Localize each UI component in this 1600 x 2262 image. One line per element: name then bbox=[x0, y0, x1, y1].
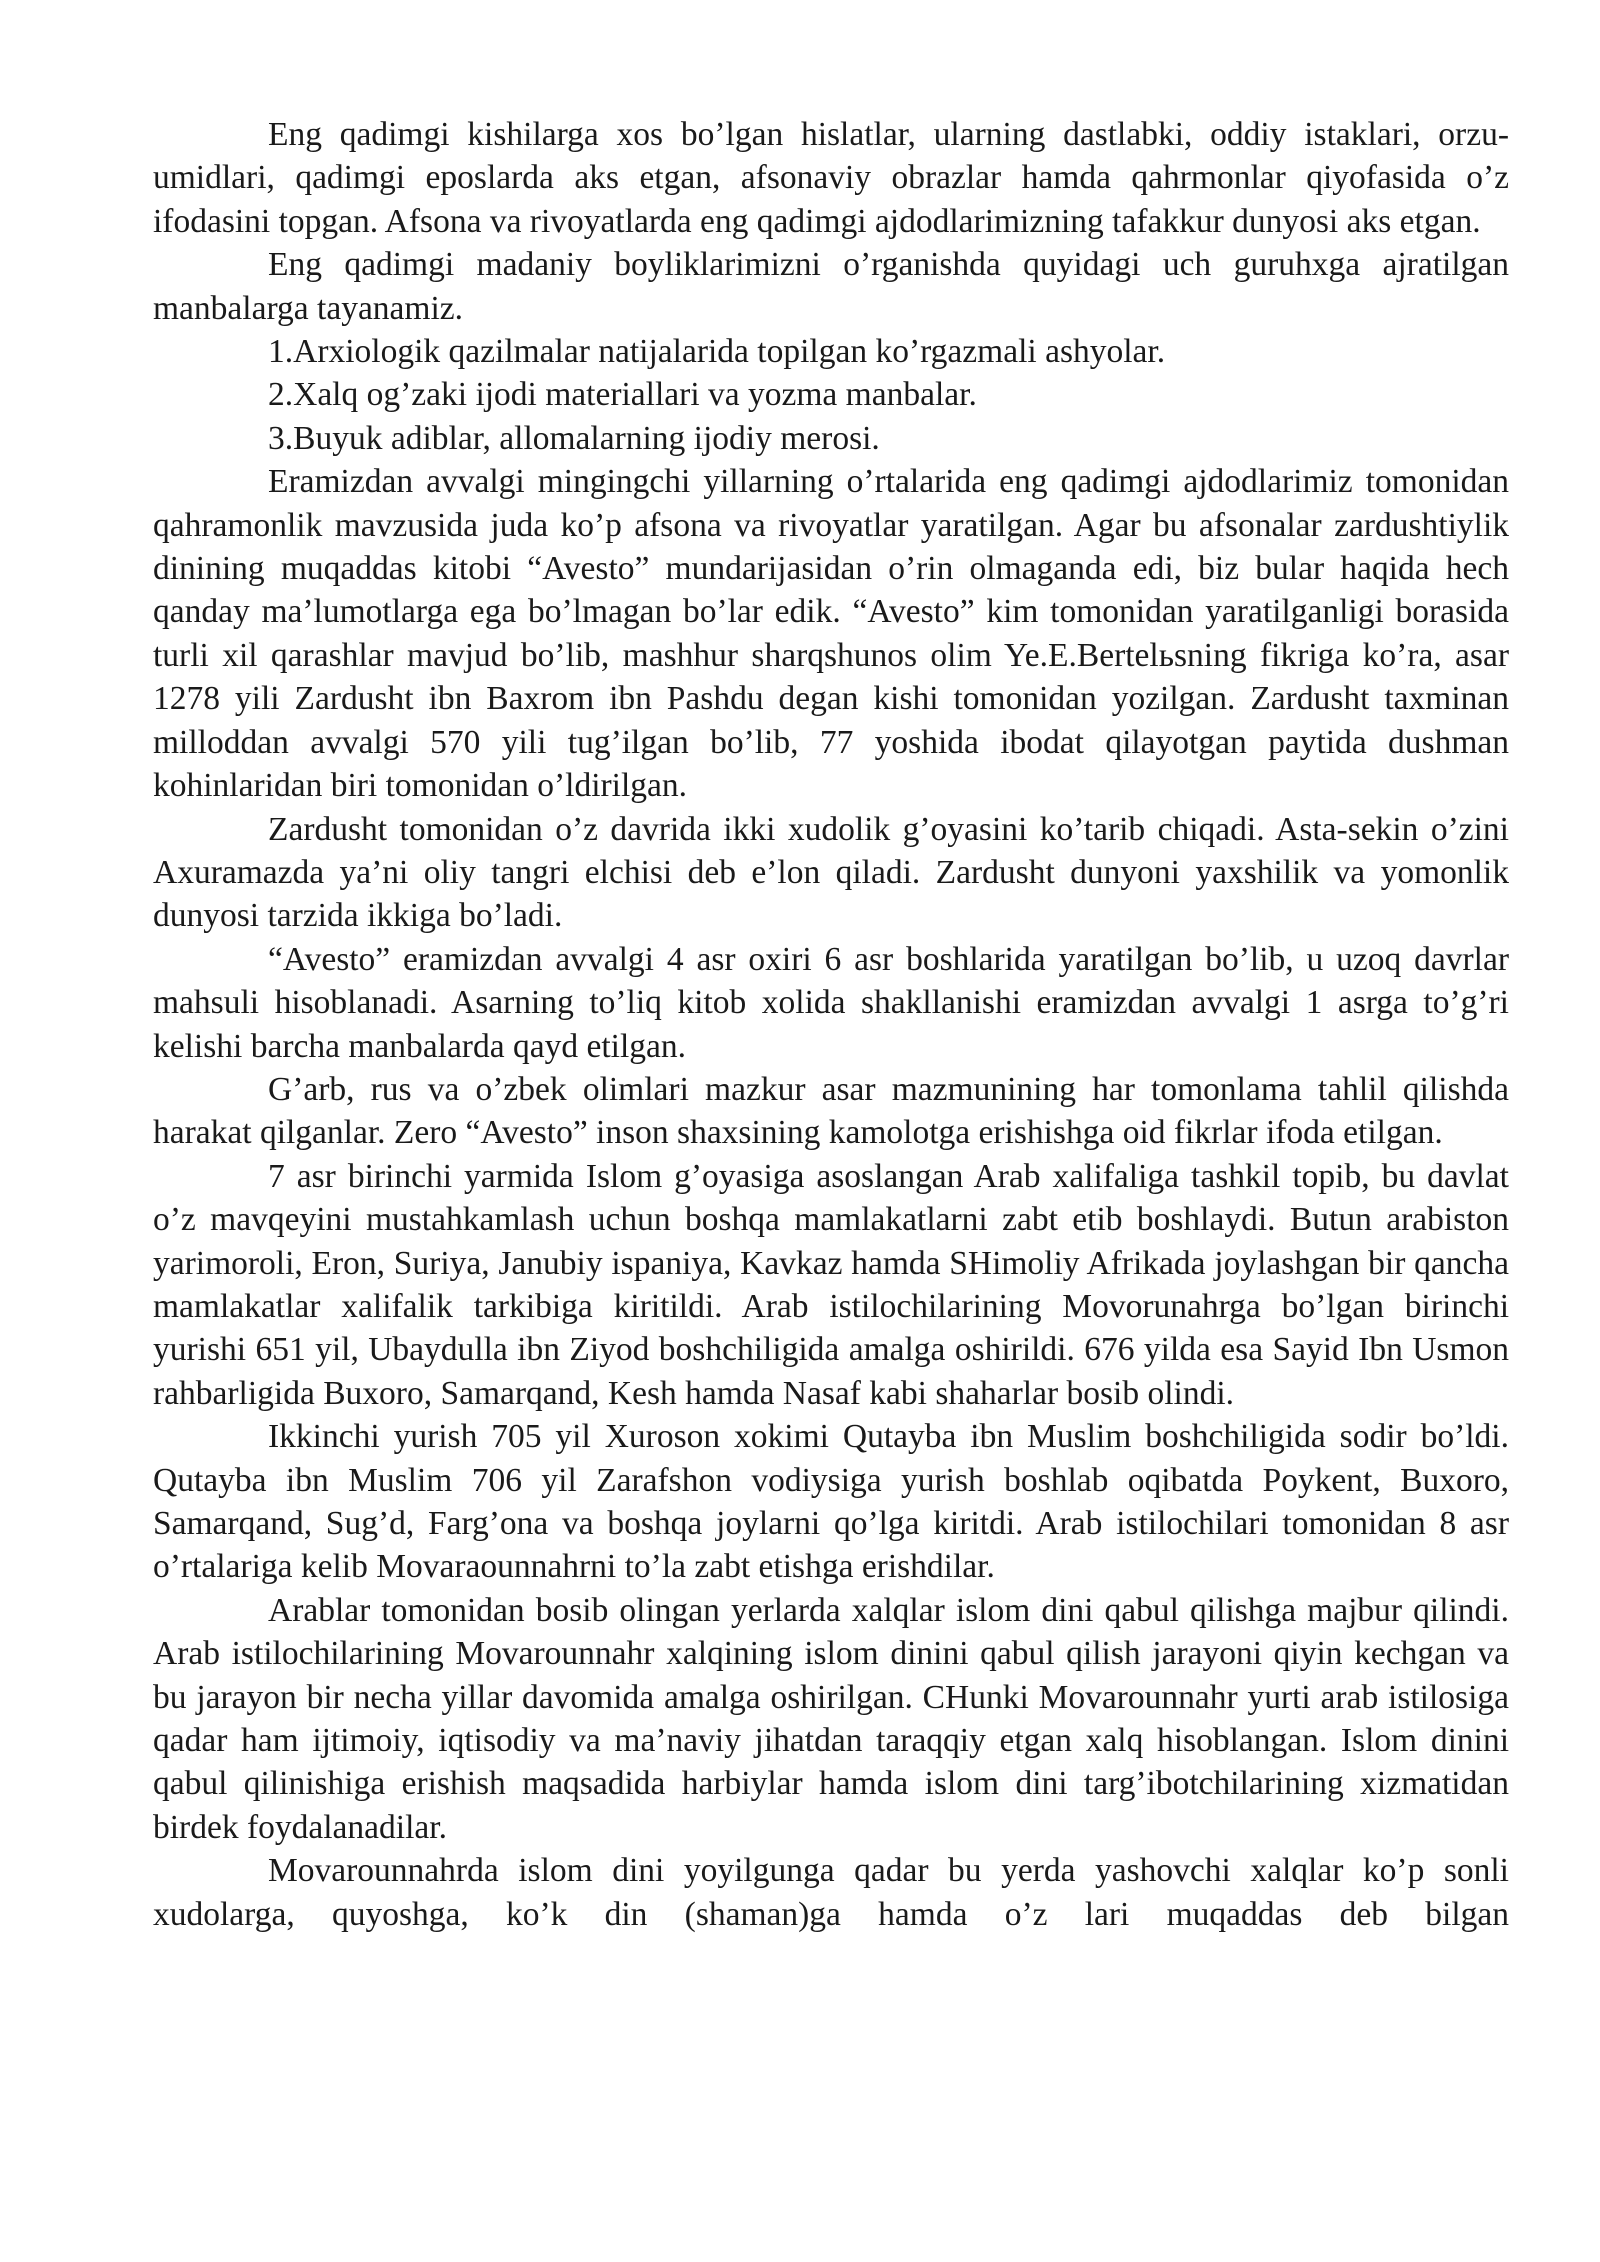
document-page bbox=[153, 113, 1509, 1936]
paragraph-intro: Eng qadimgi kishilarga xos bo’lgan hislatlar, ularning dastlabki, oddiy istaklari, orzu-umidlari, qadimgi eposlarda aks etgan, afsonaviy obrazlar hamda qahrmonlar qiyofasida o’z ifodasini topgan. Afsona va rivoyatlarda eng qadimgi ajdodlarimizning tafakkur dunyosi aks etgan. bbox=[153, 116, 1509, 240]
paragraph-islam-adoption: Arablar tomonidan bosib olingan yerlarda xalqlar islom dini qabul qilishga majbur qilindi. Arab istilochilarining Movarounnahr xalqining islom dinini qabul qilish jarayoni qiyin kechgan va bu jarayon bir necha yillar davomida amalga oshirilgan. CHunki Movarounnahr yurti arab istilosiga qadar ham ijtimoiy, iqtisodiy va ma’naviy jihatdan taraqqiy etgan xalq hisoblangan. Islom dinini qabul qilinishiga erishish maqsadida harbiylar hamda islom dini targ’ibotchilarining xizmatidan birdek foydalanadilar. bbox=[153, 1591, 1509, 1846]
list-item-2: 2.Xalq og’zaki ijodi materiallari va yozma manbalar. bbox=[268, 376, 977, 414]
paragraph-avesto-origin: Eramizdan avvalgi mingingchi yillarning o’rtalarida eng qadimgi ajdodlarimiz tomonidan qahramonlik mavzusida juda ko’p afsona va rivoyatlar yaratilgan. Agar bu afsonalar zardushtiylik dinining muqaddas kitobi “Avesto” mundarijasidan o’rin olmaganda edi, biz bular haqida hech qanday ma’lumotlarga ega bo’lmagan bo’lar edik. “Avesto” kim tomonidan yaratilganligi borasida turli xil qarashlar mavjud bo’lib, mashhur sharqshunos olim Ye.E.Bertelьsning fikriga ko’ra, asar 1278 yili Zardusht ibn Baxrom ibn Pashdu degan kishi tomonidan yozilgan. Zardusht taxminan milloddan avvalgi 570 yili tug’ilgan bo’lib, 77 yoshida ibodat qilayotgan paytida dushman kohinlaridan biri tomonidan o’ldirilgan. bbox=[153, 463, 1509, 805]
list-item-3: 3.Buyuk adiblar, allomalarning ijodiy merosi. bbox=[268, 419, 880, 457]
paragraph-pre-islam: Movarounnahrda islom dini yoyilgunga qadar bu yerda yashovchi xalqlar ko’p sonli xudolarga, quyoshga, ko’k din (shaman)ga hamda o’z lari muqaddas deb bilgan bbox=[153, 1852, 1509, 1933]
paragraph-second-campaign: Ikkinchi yurish 705 yil Xuroson xokimi Qutayba ibn Muslim boshchiligida sodir bo’ldi. Qutayba ibn Muslim 706 yil Zarafshon vodiysiga yurish boshlab oqibatda Poykent, Buxoro, Samarqand, Sug’d, Farg’ona va boshqa joylarni qo’lga kiritdi. Arab istilochilari tomonidan 8 asr o’rtalariga kelib Movaraounnahrni to’la zabt etishga erishdilar. bbox=[153, 1418, 1509, 1586]
paragraph-sources-intro: Eng qadimgi madaniy boyliklarimizni o’rganishda quyidagi uch guruhxga ajratilgan manbalarga tayanamiz. bbox=[153, 246, 1509, 327]
paragraph-avesto-dating: “Avesto” eramizdan avvalgi 4 asr oxiri 6 asr boshlarida yaratilgan bo’lib, u uzoq davrlar mahsuli hisoblanadi. Asarning to’liq kitob xolida shakllanishi eramizdan avvalgi 1 asrga to’g’ri kelishi barcha manbalarda qayd etilgan. bbox=[153, 940, 1509, 1065]
list-item-1: 1.Arxiologik qazilmalar natijalarida topilgan ko’rgazmali ashyolar. bbox=[268, 333, 1166, 371]
paragraph-arab-caliphate: 7 asr birinchi yarmida Islom g’oyasiga asoslangan Arab xalifaliga tashkil topib, bu davlat o’z mavqeyini mustahkamlash uchun boshqa mamlakatlarni zabt etib boshlaydi. Butun arabiston yarimoroli, Eron, Suriya, Janubiy ispaniya, Kavkaz hamda SHimoliy Afrikada joylashgan bir qancha mamlakatlar xalifalik tarkibiga kiritildi. Arab istilochilarining Movorunahrga bo’lgan birinchi yurishi 651 yil, Ubaydulla ibn Ziyod boshchiligida amalga oshirildi. 676 yilda esa Sayid Ibn Usmon rahbarligida Buxoro, Samarqand, Kesh hamda Nasaf kabi shaharlar bosib olindi. bbox=[153, 1157, 1509, 1412]
paragraph-scholars: G’arb, rus va o’zbek olimlari mazkur asar mazmunining har tomonlama tahlil qilishda harakat qilganlar. Zero “Avesto” inson shaxsining kamolotga erishishga oid fikrlar ifoda etilgan. bbox=[153, 1070, 1509, 1152]
paragraph-zardusht: Zardusht tomonidan o’z davrida ikki xudolik g’oyasini ko’tarib chiqadi. Asta-sekin o’zini Axuramazda ya’ni oliy tangri elchisi deb e’lon qiladi. Zardusht dunyoni yaxshilik va yomonlik dunyosi tarzida ikkiga bo’ladi. bbox=[153, 810, 1509, 935]
